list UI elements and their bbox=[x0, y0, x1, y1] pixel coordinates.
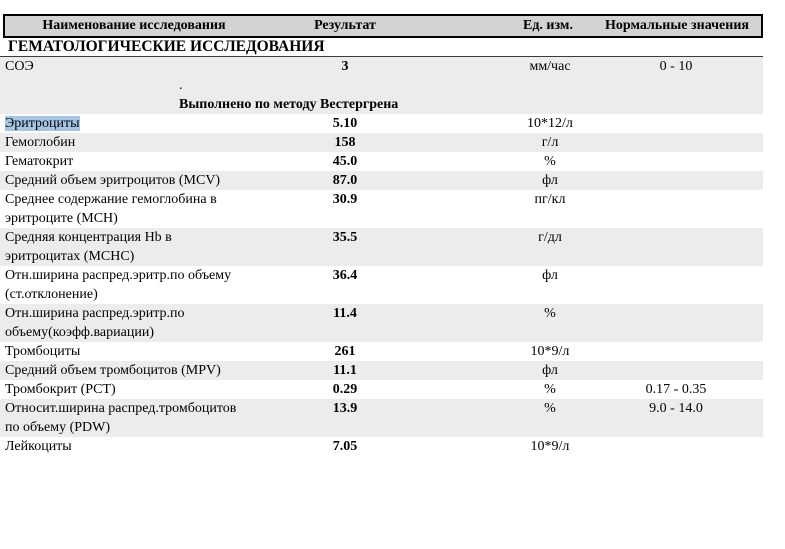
lab-report-page bbox=[0, 14, 785, 549]
table-row bbox=[0, 304, 763, 342]
result-cell: 45.0 bbox=[332, 154, 358, 169]
table-row bbox=[0, 57, 763, 76]
result-cell: 11.4 bbox=[333, 306, 357, 321]
test-name-cell bbox=[0, 152, 263, 171]
result-cell: 158 bbox=[334, 135, 356, 150]
result-cell: 36.4 bbox=[332, 268, 358, 283]
column-header-result: Результат bbox=[314, 18, 376, 33]
test-name: Лейкоциты bbox=[5, 439, 72, 454]
test-name-line2: эритроцитах (MCHC) bbox=[5, 249, 135, 264]
normal-range-cell: 0.17 - 0.35 bbox=[645, 382, 707, 397]
note-dot: . bbox=[0, 76, 763, 95]
units-cell: % bbox=[544, 306, 556, 321]
test-name: СОЭ bbox=[5, 59, 34, 74]
test-name-cell bbox=[0, 228, 263, 266]
test-name-line2: (ст.отклонение) bbox=[5, 287, 98, 302]
test-name-cell bbox=[0, 304, 263, 342]
test-name: Среднее содержание гемоглобина в bbox=[5, 192, 217, 207]
units-cell: фл bbox=[542, 173, 558, 188]
result-cell: 13.9 bbox=[332, 401, 358, 416]
test-name: Отн.ширина распред.эритр.по bbox=[5, 306, 185, 321]
column-header-units: Ед. изм. bbox=[523, 18, 573, 33]
test-name-cell bbox=[0, 57, 263, 76]
column-header-normal-values: Нормальные значения bbox=[605, 18, 749, 33]
table-row bbox=[0, 114, 763, 133]
units-cell: % bbox=[544, 154, 556, 169]
table-row bbox=[0, 361, 763, 380]
result-cell: 261 bbox=[334, 344, 356, 359]
test-name-cell bbox=[0, 133, 263, 152]
normal-range-cell: 0 - 10 bbox=[659, 59, 693, 74]
table-row bbox=[0, 190, 763, 228]
table-header bbox=[3, 14, 763, 38]
table-row bbox=[0, 342, 763, 361]
table-row bbox=[0, 380, 763, 399]
test-name: Гематокрит bbox=[5, 154, 74, 169]
section-title-hematology: ГЕМАТОЛОГИЧЕСКИЕ ИССЛЕДОВАНИЯ bbox=[0, 38, 763, 57]
test-name-cell bbox=[0, 190, 263, 228]
test-name-cell bbox=[0, 380, 263, 399]
units-cell: % bbox=[544, 401, 556, 416]
table-row bbox=[0, 171, 763, 190]
test-name-cell bbox=[0, 114, 263, 133]
test-name-cell bbox=[0, 361, 263, 380]
test-name: Средний объем эритроцитов (MCV) bbox=[5, 173, 221, 188]
test-name bbox=[5, 116, 80, 131]
test-name: Тромбокрит (PCT) bbox=[5, 382, 116, 397]
test-name-cell bbox=[0, 342, 263, 361]
table-row bbox=[0, 266, 763, 304]
result-cell: 87.0 bbox=[332, 173, 358, 188]
table-row bbox=[0, 133, 763, 152]
result-cell: 7.05 bbox=[332, 439, 358, 454]
units-cell: фл bbox=[542, 363, 558, 378]
table-row bbox=[0, 399, 763, 437]
test-name-line2: по объему (PDW) bbox=[5, 420, 111, 435]
units-cell: г/л bbox=[541, 135, 559, 150]
result-cell: 30.9 bbox=[332, 192, 358, 207]
table-row bbox=[0, 228, 763, 266]
test-name-cell bbox=[0, 266, 263, 304]
units-cell: фл bbox=[542, 268, 558, 283]
test-name-cell bbox=[0, 171, 263, 190]
results-table-body bbox=[0, 57, 763, 456]
test-name: Гемоглобин bbox=[5, 135, 76, 150]
result-cell: 3 bbox=[341, 59, 349, 74]
result-cell: 11.1 bbox=[333, 363, 357, 378]
units-cell: 10*12/л bbox=[527, 116, 573, 131]
units-cell: 10*9/л bbox=[530, 344, 570, 359]
result-cell: 0.29 bbox=[332, 382, 358, 397]
test-name-line2: эритроците (MCH) bbox=[5, 211, 118, 226]
normal-range-cell: 9.0 - 14.0 bbox=[649, 401, 703, 416]
column-header-test-name: Наименование исследования bbox=[42, 18, 226, 33]
units-cell: 10*9/л bbox=[530, 439, 570, 454]
selected-text-highlight: Эритроциты bbox=[5, 116, 80, 131]
test-name: Отн.ширина распред.эритр.по объему bbox=[5, 268, 232, 283]
result-cell: 35.5 bbox=[332, 230, 358, 245]
units-cell: % bbox=[544, 382, 556, 397]
units-cell: г/дл bbox=[538, 230, 562, 245]
units-cell: пг/кл bbox=[534, 192, 566, 207]
test-name-cell bbox=[0, 399, 263, 437]
test-name: Средний объем тромбоцитов (MPV) bbox=[5, 363, 221, 378]
method-note: Выполнено по методу Вестергрена bbox=[0, 95, 763, 114]
test-name: Средняя концентрация Hb в bbox=[5, 230, 172, 245]
table-row bbox=[0, 152, 763, 171]
result-cell: 5.10 bbox=[332, 116, 358, 131]
units-cell: мм/час bbox=[529, 59, 571, 74]
test-name: Относит.ширина распред.тромбоцитов bbox=[5, 401, 237, 416]
test-name-line2: объему(коэфф.вариации) bbox=[5, 325, 154, 340]
test-name-cell bbox=[0, 437, 263, 456]
table-row bbox=[0, 437, 763, 456]
test-name: Тромбоциты bbox=[5, 344, 81, 359]
